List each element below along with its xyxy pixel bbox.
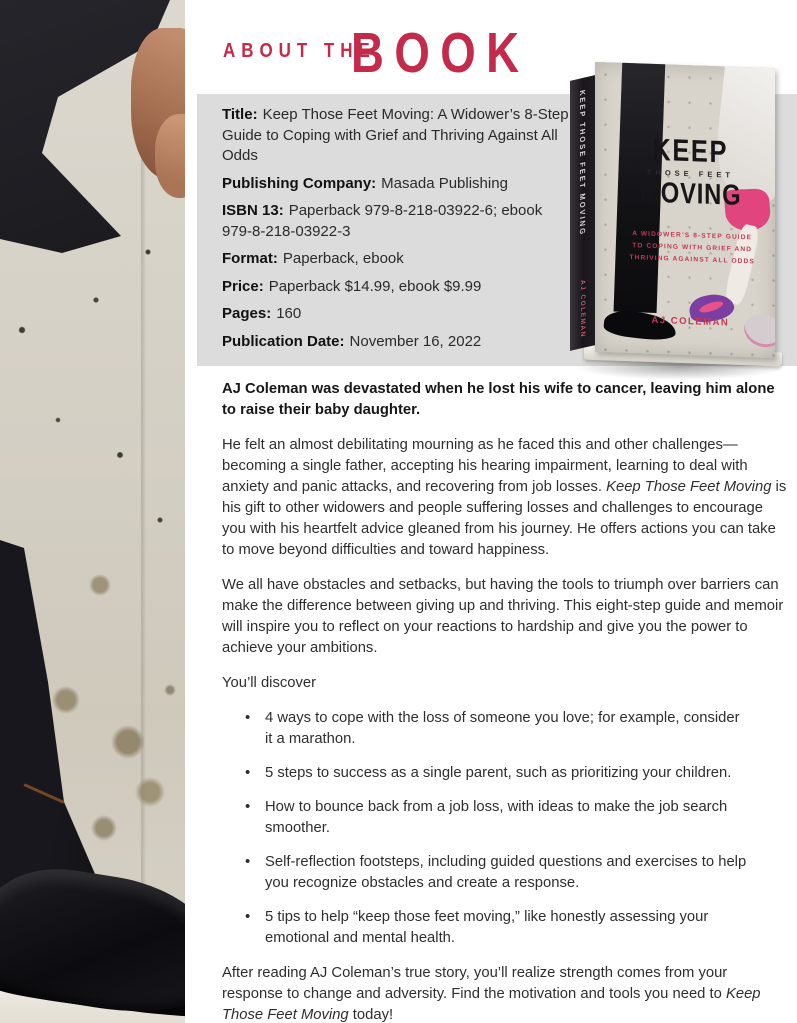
book-title-italic: Keep Those Feet Moving xyxy=(222,986,761,1023)
cover-title-line1: KEEP xyxy=(652,131,729,170)
paragraph-2 xyxy=(222,435,788,561)
detail-value: November 16, 2022 xyxy=(349,332,482,350)
detail-value: Paperback 979-8-218-03922-6; ebook 979-8-218-03922-3 xyxy=(222,202,543,240)
paragraph-2-part: He felt an almost debilitating mourning as he faced this and other challenges—becoming a single father, accepting his hearing impairment, learning to deal with anxiety and panic attacks, and recovering from job losses. xyxy=(222,437,748,495)
detail-row-pubdate xyxy=(222,332,569,353)
closing-paragraph xyxy=(222,963,788,1023)
body-copy xyxy=(222,379,788,1023)
detail-value: 160 xyxy=(276,305,302,322)
cover-title-line3: MOVING xyxy=(639,176,742,212)
list-item: • 5 steps to success as a single parent, such as prioritizing your children. xyxy=(245,763,747,784)
book-spine xyxy=(570,75,595,351)
cover-author: AJ COLEMAN xyxy=(651,315,730,329)
detail-row-title xyxy=(222,105,569,167)
detail-value: Keep Those Feet Moving: A Widower’s 8-Step Guide to Coping with Grief and Thriving Against All Odds xyxy=(222,106,569,164)
cover-title-block xyxy=(595,131,775,211)
paragraph-2-part: is his gift to other widowers and people suffering losses and challenges to encourage you with his heartfelt advice gleaned from his journey. He offers actions you can take to move beyond difficulties and toward happiness. xyxy=(222,479,787,558)
detail-row-publisher xyxy=(222,174,569,195)
detail-value: Masada Publishing xyxy=(381,174,508,192)
paragraph-3: We all have obstacles and setbacks, but having the tools to triumph over barriers can make the difference between giving up and thriving. This eight-step guide and memoir will inspire you to reflect on your reactions to hardship and give you the power to achieve your ambitions. xyxy=(222,577,784,656)
detail-row-pages xyxy=(222,304,569,325)
detail-label: Publication Date: xyxy=(222,332,345,350)
book-front-cover xyxy=(595,62,775,358)
list-item: • 4 ways to cope with the loss of someone you love; for example, consider it a marathon. xyxy=(245,708,747,750)
detail-label: Format: xyxy=(222,250,278,267)
cover-subtitle: A WIDOWER’S 8-STEP GUIDE TO COPING WITH GRIEF AND THRIVING AGAINST ALL ODDS xyxy=(629,230,755,266)
spine-author: AJ COLEMAN xyxy=(579,279,586,339)
lead-paragraph: AJ Coleman was devastated when he lost his wife to cancer, leaving him alone to raise their baby daughter. xyxy=(222,381,775,418)
detail-value: Paperback $14.99, ebook $9.99 xyxy=(268,277,482,295)
detail-label: Price: xyxy=(222,277,264,295)
detail-label: Publishing Company: xyxy=(222,174,377,192)
book-details-list xyxy=(197,94,569,352)
list-item: • 5 tips to help “keep those feet moving,” like honestly assessing your emotional and mental health. xyxy=(245,907,747,949)
page-title: BOOK xyxy=(351,21,530,85)
closing-part: today! xyxy=(348,1007,394,1023)
discover-line: You’ll discover xyxy=(222,675,317,691)
detail-row-isbn xyxy=(222,201,569,242)
discover-list xyxy=(222,708,788,949)
detail-row-format xyxy=(222,249,569,270)
spine-title: KEEP THOSE FEET MOVING xyxy=(578,88,587,238)
detail-label: ISBN 13: xyxy=(222,202,284,219)
book-title-italic: Keep Those Feet Moving xyxy=(606,479,772,495)
closing-part: After reading AJ Coleman’s true story, you’ll realize strength comes from your response to change and adversity. Find the motivation and tools you need to xyxy=(222,965,728,1002)
section-kicker: ABOUT THE xyxy=(223,40,376,62)
detail-label: Title: xyxy=(222,106,258,123)
list-item: • Self-reflection footsteps, including guided questions and exercises to help you recognize obstacles and create a response. xyxy=(245,852,747,894)
book-cover-mockup xyxy=(570,62,790,367)
list-item: • How to bounce back from a job loss, with ideas to make the job search smoother. xyxy=(245,797,747,839)
detail-label: Pages: xyxy=(222,305,272,322)
walking-photo xyxy=(0,0,185,1023)
detail-row-price xyxy=(222,277,569,298)
detail-value: Paperback, ebook xyxy=(282,250,404,267)
cover-title-line2: THOSE FEET xyxy=(646,167,734,180)
